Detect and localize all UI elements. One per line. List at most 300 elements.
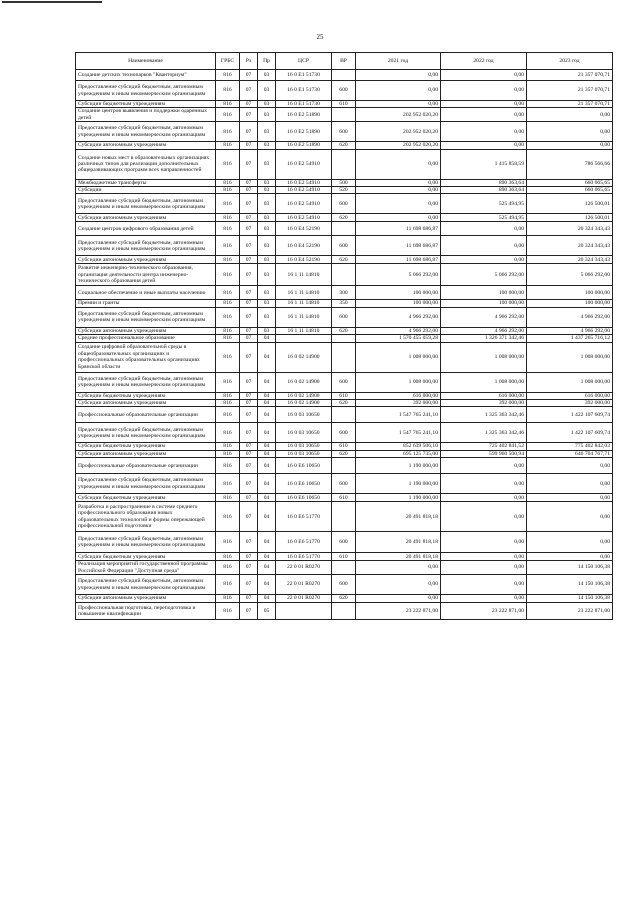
row-pr: 04 xyxy=(258,400,276,407)
row-csr: 16 0 03 10650 xyxy=(276,407,332,423)
row-amount-2023: 0,00 xyxy=(527,532,613,553)
row-vr xyxy=(332,342,356,372)
row-pr: 03 xyxy=(258,108,276,122)
row-amount-2023: 0,00 xyxy=(527,108,613,122)
row-vr xyxy=(332,502,356,532)
row-rz: 07 xyxy=(240,194,258,214)
row-amount-2023: 21 357 070,71 xyxy=(527,70,613,81)
row-vr: 600 xyxy=(332,372,356,392)
row-amount-2023: 786 566,66 xyxy=(527,149,613,179)
row-grbs: 816 xyxy=(216,532,240,553)
row-pr: 03 xyxy=(258,122,276,142)
row-vr: 600 xyxy=(332,122,356,142)
table-row xyxy=(76,236,613,256)
row-grbs: 816 xyxy=(216,122,240,142)
row-pr: 04 xyxy=(258,561,276,575)
row-rz: 07 xyxy=(240,108,258,122)
row-grbs: 816 xyxy=(216,142,240,149)
row-pr: 04 xyxy=(258,502,276,532)
row-pr: 04 xyxy=(258,372,276,392)
row-name: Профессиональная подготовка, переподготовка и повышение квалификации xyxy=(76,603,216,620)
row-grbs: 816 xyxy=(216,450,240,457)
row-amount-2022: 1 008 000,00 xyxy=(441,372,527,392)
table-row xyxy=(76,400,613,407)
row-vr xyxy=(332,458,356,474)
row-amount-2023: 20 324 343,43 xyxy=(527,222,613,236)
row-pr: 03 xyxy=(258,149,276,179)
row-name: Предоставление субсидий бюджетным, автономным учреждениям и иным некоммерческим организациям xyxy=(76,423,216,443)
row-vr xyxy=(332,264,356,286)
row-grbs: 816 xyxy=(216,400,240,407)
table-row xyxy=(76,372,613,392)
row-rz: 07 xyxy=(240,458,258,474)
row-vr xyxy=(332,149,356,179)
row-grbs: 816 xyxy=(216,327,240,334)
row-amount-2023: 4 966 292,00 xyxy=(527,327,613,334)
row-rz: 07 xyxy=(240,327,258,334)
row-grbs: 816 xyxy=(216,458,240,474)
row-grbs: 816 xyxy=(216,342,240,372)
row-amount-2021: 202 952 020,20 xyxy=(356,142,441,149)
row-amount-2021: 0,00 xyxy=(356,149,441,179)
row-grbs: 816 xyxy=(216,187,240,194)
col-header-name: Наименование xyxy=(76,53,216,70)
row-csr: 16 0 E2 54910 xyxy=(276,187,332,194)
row-amount-2021: 0,00 xyxy=(356,194,441,214)
row-pr: 03 xyxy=(258,222,276,236)
row-amount-2021: 0,00 xyxy=(356,70,441,81)
row-name: Премии и гранты xyxy=(76,300,216,307)
row-pr: 03 xyxy=(258,286,276,300)
row-rz: 07 xyxy=(240,149,258,179)
row-grbs: 816 xyxy=(216,256,240,264)
row-amount-2023: 1 437 265 716,12 xyxy=(527,335,613,342)
row-csr: 16 0 E6 10650 xyxy=(276,458,332,474)
row-csr: 22 0 01 R0270 xyxy=(276,561,332,575)
row-grbs: 816 xyxy=(216,236,240,256)
row-amount-2021: 1 008 000,00 xyxy=(356,342,441,372)
row-amount-2021: 4 966 292,00 xyxy=(356,307,441,327)
row-rz: 07 xyxy=(240,474,258,494)
row-name: Субсидии бюджетным учреждениям xyxy=(76,494,216,502)
row-amount-2021: 100 000,00 xyxy=(356,300,441,307)
row-amount-2022: 890 363,64 xyxy=(441,187,527,194)
row-vr: 600 xyxy=(332,474,356,494)
row-amount-2023: 21 357 070,71 xyxy=(527,81,613,101)
col-header-pr: Пр xyxy=(258,53,276,70)
row-pr: 04 xyxy=(258,595,276,603)
row-vr: 520 xyxy=(332,187,356,194)
row-name: Субсидии бюджетным учреждениям xyxy=(76,392,216,399)
row-pr: 03 xyxy=(258,236,276,256)
table-row xyxy=(76,327,613,334)
row-rz: 07 xyxy=(240,423,258,443)
table-row xyxy=(76,474,613,494)
row-pr: 04 xyxy=(258,532,276,553)
row-csr: 16 0 E6 10650 xyxy=(276,474,332,494)
row-amount-2021: 20 491 818,18 xyxy=(356,502,441,532)
row-amount-2022: 0,00 xyxy=(441,122,527,142)
row-rz: 07 xyxy=(240,400,258,407)
row-vr: 600 xyxy=(332,307,356,327)
row-amount-2021: 202 952 020,20 xyxy=(356,122,441,142)
row-vr: 610 xyxy=(332,101,356,108)
row-rz: 07 xyxy=(240,407,258,423)
row-amount-2023: 0,00 xyxy=(527,122,613,142)
row-grbs: 816 xyxy=(216,575,240,595)
row-amount-2021: 1 190 000,00 xyxy=(356,458,441,474)
row-rz: 07 xyxy=(240,122,258,142)
col-header-2021: 2021 год xyxy=(356,53,441,70)
row-amount-2022: 725 402 841,52 xyxy=(441,443,527,450)
row-rz: 07 xyxy=(240,214,258,222)
row-amount-2023: 14 150 106,38 xyxy=(527,575,613,595)
row-name: Создание центров цифрового образования детей xyxy=(76,222,216,236)
row-rz: 07 xyxy=(240,286,258,300)
row-amount-2021: 0,00 xyxy=(356,81,441,101)
row-vr xyxy=(332,335,356,342)
row-amount-2022: 0,00 xyxy=(441,494,527,502)
row-amount-2021: 4 966 292,00 xyxy=(356,327,441,334)
row-csr: 16 0 E4 52190 xyxy=(276,222,332,236)
row-amount-2023: 660 065,65 xyxy=(527,179,613,186)
row-csr: 16 1 11 14810 xyxy=(276,300,332,307)
row-amount-2022: 616 000,00 xyxy=(441,392,527,399)
table-row xyxy=(76,502,613,532)
table-row xyxy=(76,256,613,264)
col-header-csr: ЦСР xyxy=(276,53,332,70)
row-rz: 07 xyxy=(240,342,258,372)
row-pr: 03 xyxy=(258,307,276,327)
row-grbs: 816 xyxy=(216,335,240,342)
row-rz: 07 xyxy=(240,603,258,620)
row-pr: 03 xyxy=(258,256,276,264)
row-grbs: 816 xyxy=(216,494,240,502)
row-pr: 04 xyxy=(258,335,276,342)
table-row xyxy=(76,342,613,372)
row-name: Субсидии автономным учреждениям xyxy=(76,327,216,334)
row-amount-2023: 21 357 070,71 xyxy=(527,101,613,108)
row-pr: 04 xyxy=(258,407,276,423)
row-amount-2023: 775 402 842,03 xyxy=(527,443,613,450)
table-row xyxy=(76,532,613,553)
row-name: Субсидии автономным учреждениям xyxy=(76,400,216,407)
row-rz: 07 xyxy=(240,575,258,595)
row-grbs: 816 xyxy=(216,561,240,575)
row-amount-2023: 0,00 xyxy=(527,142,613,149)
row-csr: 16 1 11 14810 xyxy=(276,264,332,286)
row-name: Предоставление субсидий бюджетным, автономным учреждениям и иным некоммерческим организациям xyxy=(76,194,216,214)
row-vr xyxy=(332,108,356,122)
row-amount-2021: 0,00 xyxy=(356,561,441,575)
row-grbs: 816 xyxy=(216,300,240,307)
row-amount-2021: 1 190 000,00 xyxy=(356,474,441,494)
row-csr: 16 0 E2 51890 xyxy=(276,122,332,142)
row-amount-2021: 852 639 506,10 xyxy=(356,443,441,450)
row-vr xyxy=(332,222,356,236)
row-vr: 620 xyxy=(332,327,356,334)
row-grbs: 816 xyxy=(216,474,240,494)
table-row xyxy=(76,300,613,307)
row-amount-2022: 1 325 363 342,46 xyxy=(441,423,527,443)
row-csr: 16 0 02 14900 xyxy=(276,342,332,372)
row-name: Субсидии бюджетным учреждениям xyxy=(76,553,216,561)
row-rz: 07 xyxy=(240,392,258,399)
col-header-grbs: ГРБС xyxy=(216,53,240,70)
table-row xyxy=(76,575,613,595)
row-csr: 22 0 01 R0270 xyxy=(276,575,332,595)
row-csr: 16 0 03 10650 xyxy=(276,443,332,450)
row-name: Предоставление субсидий бюджетным, автономным учреждениям и иным некоммерческим организациям xyxy=(76,474,216,494)
row-pr: 03 xyxy=(258,70,276,81)
page-number: 25 xyxy=(316,33,324,41)
row-amount-2021: 11 698 686,87 xyxy=(356,236,441,256)
table-row xyxy=(76,70,613,81)
row-amount-2021: 11 698 686,87 xyxy=(356,222,441,236)
row-amount-2023: 660 065,65 xyxy=(527,187,613,194)
row-name: Субсидии бюджетным учреждениям xyxy=(76,101,216,108)
row-amount-2023: 100 000,00 xyxy=(527,286,613,300)
col-header-rz: Рз xyxy=(240,53,258,70)
row-vr: 620 xyxy=(332,595,356,603)
row-csr: 16 0 E2 54910 xyxy=(276,194,332,214)
table-row xyxy=(76,264,613,286)
row-amount-2022: 0,00 xyxy=(441,458,527,474)
row-grbs: 816 xyxy=(216,407,240,423)
row-name: Предоставление субсидий бюджетным, автономным учреждениям и иным некоммерческим организациям xyxy=(76,372,216,392)
row-amount-2021: 11 698 686,87 xyxy=(356,256,441,264)
row-amount-2022: 890 363,64 xyxy=(441,179,527,186)
row-grbs: 816 xyxy=(216,81,240,101)
col-header-2023: 2023 год xyxy=(527,53,613,70)
row-name: Развитие инженерно-технического образования, организация деятельности центра инженерно-технического образования детей xyxy=(76,264,216,286)
row-csr: 16 0 E2 54910 xyxy=(276,149,332,179)
row-csr: 16 0 E6 51770 xyxy=(276,502,332,532)
table-row xyxy=(76,108,613,122)
table-row xyxy=(76,595,613,603)
row-vr xyxy=(332,561,356,575)
row-amount-2021: 0,00 xyxy=(356,575,441,595)
row-pr: 04 xyxy=(258,458,276,474)
row-amount-2022: 0,00 xyxy=(441,236,527,256)
row-amount-2022: 0,00 xyxy=(441,595,527,603)
row-rz: 07 xyxy=(240,450,258,457)
row-amount-2021: 1 008 000,00 xyxy=(356,372,441,392)
row-grbs: 816 xyxy=(216,595,240,603)
row-amount-2023: 20 324 343,43 xyxy=(527,256,613,264)
row-rz: 07 xyxy=(240,179,258,186)
row-rz: 07 xyxy=(240,101,258,108)
row-amount-2022: 0,00 xyxy=(441,222,527,236)
row-rz: 07 xyxy=(240,335,258,342)
row-csr: 16 0 E2 51890 xyxy=(276,142,332,149)
row-name: Субсидии автономным учреждениям xyxy=(76,450,216,457)
row-pr: 03 xyxy=(258,264,276,286)
row-name: Субсидии xyxy=(76,187,216,194)
table-row xyxy=(76,149,613,179)
row-amount-2021: 5 066 292,00 xyxy=(356,264,441,286)
row-amount-2023: 646 704 767,71 xyxy=(527,450,613,457)
row-rz: 07 xyxy=(240,142,258,149)
row-amount-2021: 0,00 xyxy=(356,214,441,222)
row-pr: 04 xyxy=(258,553,276,561)
row-amount-2022: 0,00 xyxy=(441,142,527,149)
row-csr: 16 0 E2 54910 xyxy=(276,179,332,186)
row-pr: 04 xyxy=(258,474,276,494)
row-amount-2021: 1 547 765 241,10 xyxy=(356,407,441,423)
row-amount-2023: 126 500,01 xyxy=(527,214,613,222)
row-rz: 07 xyxy=(240,553,258,561)
table-row xyxy=(76,179,613,186)
row-csr: 16 0 03 10650 xyxy=(276,450,332,457)
row-rz: 07 xyxy=(240,222,258,236)
row-pr: 03 xyxy=(258,81,276,101)
row-name: Предоставление субсидий бюджетным, автономным учреждениям и иным некоммерческим организациям xyxy=(76,236,216,256)
row-amount-2023: 5 066 292,00 xyxy=(527,264,613,286)
row-pr: 04 xyxy=(258,392,276,399)
row-amount-2022: 1 326 371 342,46 xyxy=(441,335,527,342)
row-vr: 350 xyxy=(332,300,356,307)
row-csr: 16 1 11 14810 xyxy=(276,286,332,300)
row-amount-2022: 1 008 000,00 xyxy=(441,342,527,372)
row-name: Межбюджетные трансферты xyxy=(76,179,216,186)
row-vr xyxy=(332,603,356,620)
row-grbs: 816 xyxy=(216,553,240,561)
row-rz: 07 xyxy=(240,372,258,392)
table-row xyxy=(76,561,613,575)
row-csr: 22 0 01 R0270 xyxy=(276,595,332,603)
row-name: Предоставление субсидий бюджетным, автономным учреждениям и иным некоммерческим организациям xyxy=(76,122,216,142)
row-csr: 16 0 02 14900 xyxy=(276,400,332,407)
row-csr: 16 0 E6 10650 xyxy=(276,494,332,502)
row-csr: 16 0 E6 51770 xyxy=(276,532,332,553)
row-csr: 16 0 02 14900 xyxy=(276,392,332,399)
row-vr: 600 xyxy=(332,575,356,595)
table-row xyxy=(76,286,613,300)
table-row xyxy=(76,392,613,399)
row-amount-2022: 23 222 871,00 xyxy=(441,603,527,620)
row-rz: 07 xyxy=(240,70,258,81)
row-amount-2022: 0,00 xyxy=(441,81,527,101)
row-name: Предоставление субсидий бюджетным, автономным учреждениям и иным некоммерческим организациям xyxy=(76,575,216,595)
row-grbs: 816 xyxy=(216,423,240,443)
row-amount-2023: 14 150 106,38 xyxy=(527,561,613,575)
row-name: Предоставление субсидий бюджетным, автономным учреждениям и иным некоммерческим организациям xyxy=(76,532,216,553)
row-name: Реализация мероприятий государственной программы Российской Федерации "Доступная среда" xyxy=(76,561,216,575)
row-amount-2021: 0,00 xyxy=(356,187,441,194)
row-pr: 04 xyxy=(258,450,276,457)
row-csr: 16 0 E6 51770 xyxy=(276,553,332,561)
row-amount-2023: 23 222 871,00 xyxy=(527,603,613,620)
row-rz: 07 xyxy=(240,502,258,532)
table-row xyxy=(76,407,613,423)
row-csr: 16 1 11 14810 xyxy=(276,327,332,334)
row-grbs: 816 xyxy=(216,149,240,179)
row-grbs: 816 xyxy=(216,372,240,392)
row-rz: 07 xyxy=(240,532,258,553)
row-csr: 16 0 E4 52190 xyxy=(276,236,332,256)
row-vr: 620 xyxy=(332,400,356,407)
row-rz: 07 xyxy=(240,494,258,502)
row-name: Разработка и распространение в системе среднего профессионального образования новых образовательных технологий и формы опережающей профессиональной подготовки xyxy=(76,502,216,532)
table-row xyxy=(76,553,613,561)
row-pr: 04 xyxy=(258,575,276,595)
row-rz: 07 xyxy=(240,81,258,101)
table-row xyxy=(76,335,613,342)
row-rz: 07 xyxy=(240,264,258,286)
row-rz: 07 xyxy=(240,595,258,603)
row-amount-2022: 0,00 xyxy=(441,101,527,108)
row-grbs: 816 xyxy=(216,307,240,327)
row-amount-2022: 599 960 500,94 xyxy=(441,450,527,457)
row-grbs: 816 xyxy=(216,443,240,450)
row-amount-2023: 126 500,01 xyxy=(527,194,613,214)
row-amount-2023: 1 422 107 609,74 xyxy=(527,423,613,443)
row-name: Субсидии автономным учреждениям xyxy=(76,256,216,264)
row-amount-2021: 0,00 xyxy=(356,179,441,186)
row-amount-2022: 5 066 292,00 xyxy=(441,264,527,286)
row-pr: 03 xyxy=(258,179,276,186)
row-pr: 03 xyxy=(258,187,276,194)
row-vr: 620 xyxy=(332,450,356,457)
row-amount-2023: 14 150 106,38 xyxy=(527,595,613,603)
row-grbs: 816 xyxy=(216,70,240,81)
row-rz: 07 xyxy=(240,256,258,264)
row-pr: 03 xyxy=(258,101,276,108)
row-csr: 16 0 E4 52190 xyxy=(276,256,332,264)
table-row xyxy=(76,142,613,149)
row-grbs: 816 xyxy=(216,108,240,122)
row-amount-2022: 0,00 xyxy=(441,256,527,264)
row-amount-2022: 4 966 292,00 xyxy=(441,327,527,334)
row-vr: 610 xyxy=(332,392,356,399)
row-amount-2021: 392 000,00 xyxy=(356,400,441,407)
row-csr: 16 0 E1 51730 xyxy=(276,70,332,81)
row-amount-2021: 1 547 765 241,10 xyxy=(356,423,441,443)
row-csr xyxy=(276,335,332,342)
table-row xyxy=(76,450,613,457)
col-header-vr: ВР xyxy=(332,53,356,70)
row-amount-2022: 1 415 858,59 xyxy=(441,149,527,179)
row-pr: 03 xyxy=(258,327,276,334)
row-vr: 600 xyxy=(332,423,356,443)
row-grbs: 816 xyxy=(216,264,240,286)
table-row xyxy=(76,494,613,502)
row-vr xyxy=(332,70,356,81)
row-amount-2021: 20 491 818,18 xyxy=(356,553,441,561)
row-name: Профессиональные образовательные организации xyxy=(76,407,216,423)
table-row xyxy=(76,423,613,443)
row-csr: 16 0 E1 51730 xyxy=(276,101,332,108)
row-amount-2022: 4 966 292,00 xyxy=(441,307,527,327)
row-amount-2022: 392 000,00 xyxy=(441,400,527,407)
table-row xyxy=(76,443,613,450)
row-grbs: 816 xyxy=(216,286,240,300)
row-amount-2022: 100 000,00 xyxy=(441,286,527,300)
row-amount-2022: 0,00 xyxy=(441,474,527,494)
row-grbs: 816 xyxy=(216,194,240,214)
col-header-2022: 2022 год xyxy=(441,53,527,70)
row-vr: 600 xyxy=(332,532,356,553)
table-header-row xyxy=(76,53,613,70)
row-vr: 500 xyxy=(332,179,356,186)
table-row xyxy=(76,81,613,101)
row-name: Субсидии бюджетным учреждениям xyxy=(76,443,216,450)
row-name: Субсидии автономным учреждениям xyxy=(76,142,216,149)
row-name: Предоставление субсидий бюджетным, автономным учреждениям и иным некоммерческим организациям xyxy=(76,307,216,327)
table-row xyxy=(76,307,613,327)
row-amount-2023: 1 008 000,00 xyxy=(527,342,613,372)
